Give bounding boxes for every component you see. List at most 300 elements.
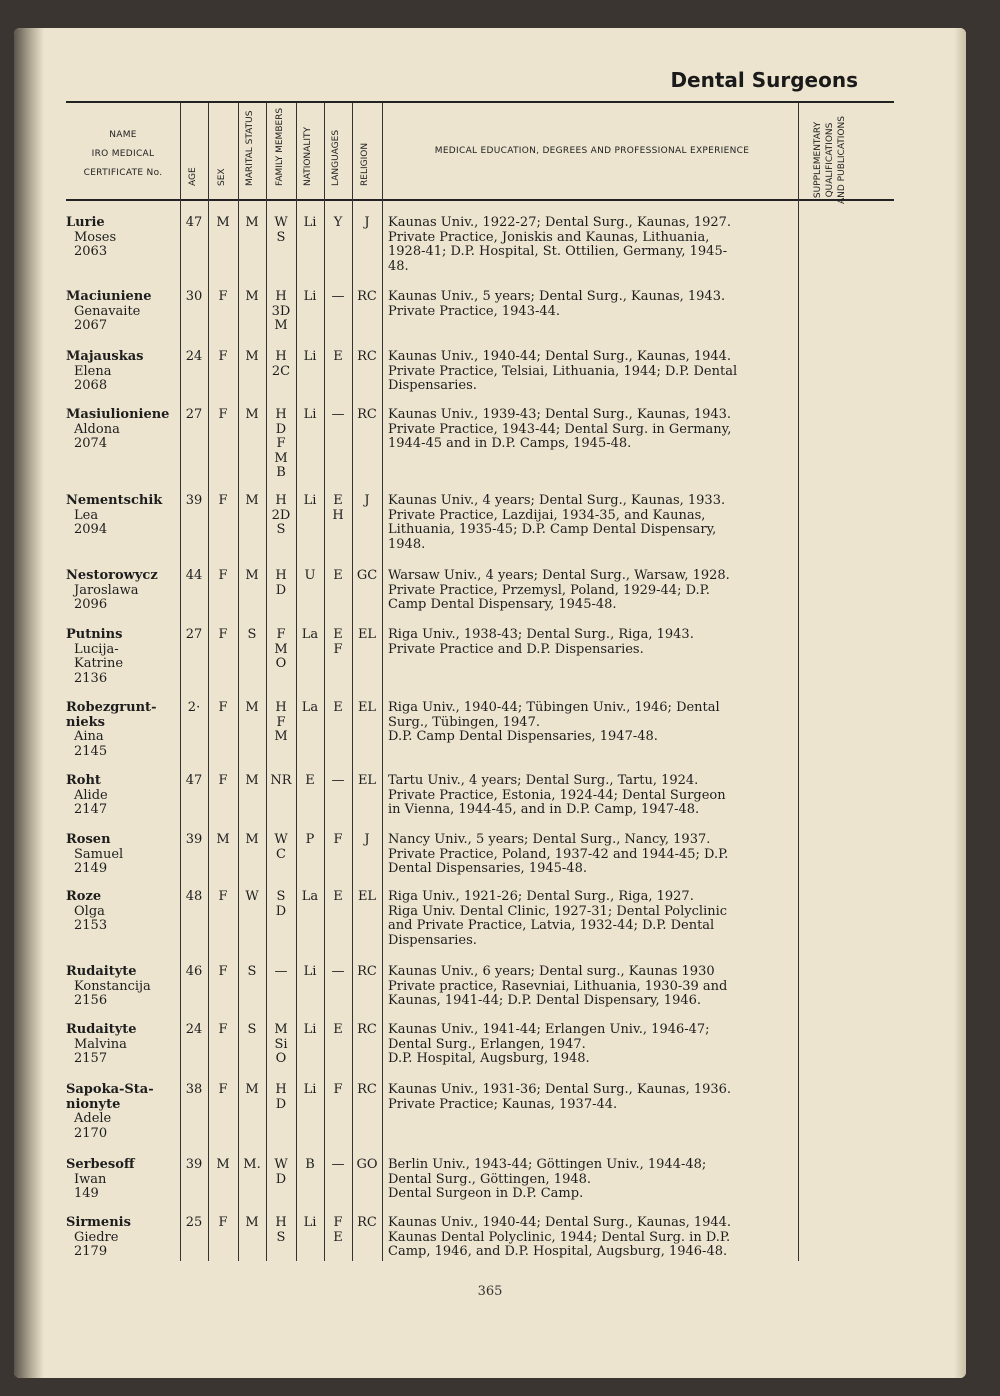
- religion-cell: J: [364, 493, 370, 508]
- family-cell: [266, 1216, 296, 1245]
- medical-line: Private Practice, Estonia, 1924-44; Dental Surgeon: [388, 787, 726, 803]
- first-name: Iwan: [74, 1171, 107, 1187]
- marital-cell: S: [247, 627, 257, 642]
- medical-line: Riga Univ., 1940-44; Tübingen Univ., 1946; Dental: [388, 700, 720, 715]
- certificate-number: 2170: [74, 1125, 108, 1141]
- languages-cell-line: F: [333, 641, 343, 657]
- marital-cell: M: [245, 407, 259, 422]
- col-sep: [382, 103, 383, 1261]
- sex-cell: F: [218, 700, 228, 715]
- age-cell: 39: [185, 1157, 203, 1172]
- marital-cell: M: [245, 568, 259, 583]
- name-cell: [66, 290, 180, 334]
- medical-cell: [388, 569, 784, 613]
- medical-cell: [388, 1158, 784, 1202]
- age-cell: 24: [185, 349, 203, 364]
- family-cell-line: M: [274, 729, 288, 745]
- medical-cell: [388, 1083, 784, 1112]
- nationality-cell: Li: [303, 1022, 317, 1037]
- header-marital: MARITAL STATUS: [245, 110, 255, 186]
- name-cell: [66, 1216, 180, 1260]
- marital-cell: M: [245, 349, 259, 364]
- medical-line: Tartu Univ., 4 years; Dental Surg., Tartu, 1924.: [388, 773, 699, 788]
- medical-line: Kaunas Univ., 5 years; Dental Surg., Kaunas, 1943.: [388, 289, 726, 304]
- medical-line: Private Practice, Telsiai, Lithuania, 1944; D.P. Dental: [388, 363, 738, 379]
- languages-cell: [324, 1158, 352, 1173]
- languages-cell-line: F: [333, 1215, 343, 1230]
- first-name: Samuel: [74, 846, 124, 862]
- sex-cell: F: [218, 493, 228, 508]
- languages-cell: [324, 701, 352, 716]
- religion-cell: GC: [356, 568, 378, 583]
- sex-cell: F: [218, 964, 228, 979]
- nationality-cell: Li: [303, 1215, 317, 1230]
- languages-cell-line: E: [333, 493, 343, 508]
- marital-cell: M: [245, 289, 259, 304]
- last-name: Sapoka-Sta-: [66, 1082, 154, 1097]
- age-cell: 30: [185, 289, 203, 304]
- certificate-number: 2096: [74, 597, 108, 613]
- family-cell-line: F: [276, 627, 286, 642]
- family-cell-line: D: [275, 1096, 287, 1112]
- sex-cell: F: [218, 627, 228, 642]
- sex-cell: M: [216, 215, 230, 230]
- medical-line: Kaunas Univ., 1941-44; Erlangen Univ., 1946-47;: [388, 1022, 710, 1037]
- medical-line: and Private Practice, Latvia, 1932-44; D.P. Dental: [388, 918, 715, 934]
- header-nationality: NATIONALITY: [303, 127, 313, 186]
- medical-line: Riga Univ. Dental Clinic, 1927-31; Dental Polyclinic: [388, 903, 728, 919]
- medical-line: Kaunas Univ., 1931-36; Dental Surg., Kaunas, 1936.: [388, 1082, 732, 1097]
- medical-cell: [388, 350, 784, 394]
- age-cell: 27: [185, 627, 203, 642]
- nationality-cell: Li: [303, 289, 317, 304]
- languages-cell: [324, 1023, 352, 1038]
- sex-cell: F: [218, 773, 228, 788]
- name-cell: [66, 1158, 180, 1202]
- medical-line: 1928-41; D.P. Hospital, St. Ottilien, Germany, 1945-: [388, 244, 728, 260]
- last-name: Serbesoff: [66, 1157, 135, 1172]
- family-cell: [266, 701, 296, 745]
- languages-cell-line: —: [331, 964, 345, 979]
- medical-line: Dental Surg., Göttingen, 1948.: [388, 1171, 592, 1187]
- marital-cell: M: [245, 773, 259, 788]
- medical-line: Riga Univ., 1921-26; Dental Surg., Riga, 1927.: [388, 889, 694, 904]
- family-cell-line: S: [276, 522, 286, 538]
- family-cell-line: NR: [270, 773, 292, 788]
- first-name: Jaroslawa: [74, 582, 139, 598]
- name-cell: [66, 833, 180, 877]
- page-edge: [954, 28, 966, 1378]
- family-cell-line: M: [274, 318, 288, 334]
- family-cell-line: W: [274, 215, 288, 230]
- book-page: [14, 28, 966, 1378]
- certificate-number: 149: [74, 1186, 99, 1202]
- family-cell-line: W: [274, 832, 288, 847]
- medical-line: Kaunas Univ., 1940-44; Dental Surg., Kaunas, 1944.: [388, 1215, 732, 1230]
- first-name: Malvina: [74, 1036, 127, 1052]
- first-name: Giedre: [74, 1229, 119, 1245]
- medical-line: Private Practice, Przemysl, Poland, 1929-44; D.P.: [388, 582, 710, 598]
- religion-cell: RC: [357, 1082, 377, 1097]
- languages-cell: [324, 408, 352, 423]
- nationality-cell: E: [305, 773, 315, 788]
- medical-line: Kaunas Univ., 1922-27; Dental Surg., Kaunas, 1927.: [388, 215, 732, 230]
- last-name: Majauskas: [66, 349, 144, 364]
- certificate-number: 2067: [74, 318, 108, 334]
- family-cell: [266, 350, 296, 379]
- family-cell: [266, 216, 296, 245]
- family-cell-line: M: [274, 641, 288, 657]
- age-cell: 2·: [187, 700, 201, 715]
- age-cell: 25: [185, 1215, 203, 1230]
- certificate-number: 2149: [74, 861, 108, 877]
- last-name: Maciuniene: [66, 289, 152, 304]
- sex-cell: F: [218, 289, 228, 304]
- family-cell: [266, 890, 296, 919]
- medical-line: D.P. Hospital, Augsburg, 1948.: [388, 1051, 590, 1067]
- sex-cell: F: [218, 1215, 228, 1230]
- medical-cell: [388, 290, 784, 319]
- last-name: Nementschik: [66, 493, 163, 508]
- religion-cell: EL: [357, 773, 377, 788]
- medical-cell: [388, 494, 784, 552]
- medical-line: Lithuania, 1935-45; D.P. Camp Dental Dispensary,: [388, 522, 717, 538]
- medical-line: Kaunas Univ., 1939-43; Dental Surg., Kaunas, 1943.: [388, 407, 732, 422]
- header-sex: SEX: [217, 168, 227, 186]
- religion-cell: EL: [357, 627, 377, 642]
- nationality-cell: Li: [303, 349, 317, 364]
- languages-cell-line: H: [332, 507, 344, 523]
- header-medical: MEDICAL EDUCATION, DEGREES AND PROFESSIONAL EXPERIENCE: [434, 146, 750, 156]
- languages-cell: [324, 216, 352, 231]
- languages-cell-line: —: [331, 407, 345, 422]
- age-cell: 39: [185, 493, 203, 508]
- medical-line: D.P. Camp Dental Dispensaries, 1947-48.: [388, 729, 658, 745]
- medical-cell: [388, 216, 784, 274]
- medical-line: Private Practice and D.P. Dispensaries.: [388, 641, 644, 657]
- medical-line: Nancy Univ., 5 years; Dental Surg., Nancy, 1937.: [388, 832, 711, 847]
- medical-cell: [388, 1023, 784, 1067]
- medical-line: Private practice, Rasevniai, Lithuania, 1930-39 and: [388, 978, 728, 994]
- sex-cell: M: [216, 832, 230, 847]
- certificate-number: 2063: [74, 244, 108, 260]
- religion-cell: RC: [357, 407, 377, 422]
- sex-cell: F: [218, 1082, 228, 1097]
- certificate-number: 2145: [74, 743, 108, 759]
- family-cell-line: M: [274, 1022, 288, 1037]
- last-name: Nestorowycz: [66, 568, 158, 583]
- family-cell-line: H: [275, 289, 287, 304]
- family-cell-line: 2C: [271, 363, 291, 379]
- religion-cell: RC: [357, 1022, 377, 1037]
- medical-cell: [388, 408, 784, 452]
- age-cell: 39: [185, 832, 203, 847]
- languages-cell: [324, 569, 352, 584]
- first-name: Lea: [74, 507, 99, 523]
- family-cell-line: H: [275, 349, 287, 364]
- family-cell-line: Si: [274, 1036, 288, 1052]
- family-cell-line: 2D: [271, 507, 291, 523]
- medical-line: Private Practice, 1943-44.: [388, 303, 561, 319]
- first-name: Alide: [74, 787, 108, 803]
- page-gutter: [14, 28, 44, 1378]
- family-cell: [266, 628, 296, 672]
- name-cell: [66, 628, 180, 686]
- age-cell: 24: [185, 1022, 203, 1037]
- last-name: Roze: [66, 889, 102, 904]
- family-cell-line: S: [276, 1229, 286, 1245]
- name-cell: [66, 1023, 180, 1067]
- religion-cell: EL: [357, 889, 377, 904]
- languages-cell-line: E: [333, 568, 343, 583]
- marital-cell: M: [245, 700, 259, 715]
- certificate-number: 2074: [74, 436, 108, 452]
- page-title: Dental Surgeons: [670, 68, 858, 92]
- family-cell-line: H: [275, 1215, 287, 1230]
- name-cell: [66, 408, 180, 452]
- first-name: Aldona: [74, 421, 120, 437]
- age-cell: 47: [185, 773, 203, 788]
- medical-line: Dispensaries.: [388, 932, 477, 948]
- family-cell-line: H: [275, 493, 287, 508]
- family-cell: [266, 833, 296, 862]
- last-name: nionyte: [66, 1096, 121, 1112]
- languages-cell: [324, 1216, 352, 1245]
- medical-line: 48.: [388, 258, 409, 274]
- medical-cell: [388, 628, 784, 657]
- family-cell: [266, 1083, 296, 1112]
- religion-cell: J: [364, 215, 370, 230]
- name-cell: [66, 216, 180, 260]
- medical-line: Berlin Univ., 1943-44; Göttingen Univ., 1944-48;: [388, 1157, 707, 1172]
- family-cell: [266, 408, 296, 481]
- medical-line: Kaunas Dental Polyclinic, 1944; Dental Surg. in D.P.: [388, 1229, 731, 1245]
- languages-cell-line: —: [331, 773, 345, 788]
- family-cell-line: 3D: [271, 303, 291, 319]
- family-cell-line: S: [276, 889, 286, 904]
- medical-line: Private Practice, Joniskis and Kaunas, Lithuania,: [388, 229, 710, 245]
- religion-cell: J: [364, 832, 370, 847]
- medical-line: Private Practice; Kaunas, 1937-44.: [388, 1096, 618, 1112]
- last-name: Lurie: [66, 215, 105, 230]
- family-cell-line: H: [275, 407, 287, 422]
- languages-cell-line: E: [333, 349, 343, 364]
- certificate-number: 2094: [74, 522, 108, 538]
- family-cell-line: C: [276, 846, 286, 862]
- family-cell-line: O: [275, 1051, 287, 1067]
- header-languages: LANGUAGES: [331, 129, 341, 186]
- nationality-cell: B: [305, 1157, 315, 1172]
- header-bottom-rule: [66, 199, 894, 201]
- nationality-cell: Li: [303, 407, 317, 422]
- certificate-number: 2136: [74, 670, 108, 686]
- nationality-cell: Li: [303, 1082, 317, 1097]
- family-cell-line: W: [274, 1157, 288, 1172]
- nationality-cell: La: [301, 889, 319, 904]
- languages-cell: [324, 1083, 352, 1098]
- last-name: Masiulioniene: [66, 407, 170, 422]
- religion-cell: RC: [357, 964, 377, 979]
- marital-cell: M: [245, 1082, 259, 1097]
- languages-cell: [324, 290, 352, 305]
- family-cell-line: —: [274, 964, 288, 979]
- name-cell: [66, 965, 180, 1009]
- languages-cell: [324, 965, 352, 980]
- languages-cell: [324, 774, 352, 789]
- family-cell-line: H: [275, 700, 287, 715]
- first-name: Olga: [74, 903, 105, 919]
- certificate-number: 2156: [74, 993, 108, 1009]
- family-cell: [266, 494, 296, 538]
- medical-cell: [388, 965, 784, 1009]
- sex-cell: F: [218, 889, 228, 904]
- family-cell-line: F: [276, 436, 286, 452]
- medical-line: in Vienna, 1944-45, and in D.P. Camp, 1947-48.: [388, 802, 700, 818]
- family-cell: [266, 569, 296, 598]
- certificate-number: 2068: [74, 378, 108, 394]
- medical-line: Riga Univ., 1938-43; Dental Surg., Riga, 1943.: [388, 627, 694, 642]
- sex-cell: M: [216, 1157, 230, 1172]
- medical-line: Surg., Tübingen, 1947.: [388, 714, 540, 730]
- header-name: NAME IRO MEDICAL CERTIFICATE No.: [83, 130, 163, 178]
- medical-cell: [388, 1216, 784, 1260]
- name-cell: [66, 569, 180, 613]
- medical-line: Camp Dental Dispensary, 1945-48.: [388, 597, 617, 613]
- medical-line: Private Practice, Poland, 1937-42 and 1944-45; D.P.: [388, 846, 729, 862]
- last-name: Rudaityte: [66, 964, 137, 979]
- certificate-number: 2147: [74, 802, 108, 818]
- medical-line: Kaunas, 1941-44; D.P. Dental Dispensary, 1946.: [388, 993, 702, 1009]
- age-cell: 44: [185, 568, 203, 583]
- nationality-cell: P: [305, 832, 315, 847]
- header-supplementary: SUPPLEMENTARY QUALIFICATIONS AND PUBLICATIONS: [813, 116, 847, 204]
- marital-cell: M: [245, 215, 259, 230]
- last-name: Sirmenis: [66, 1215, 131, 1230]
- family-cell-line: D: [275, 903, 287, 919]
- medical-line: Kaunas Univ., 6 years; Dental surg., Kaunas 1930: [388, 964, 715, 979]
- family-cell-line: D: [275, 582, 287, 598]
- languages-cell: [324, 833, 352, 848]
- religion-cell: RC: [357, 349, 377, 364]
- family-cell: [266, 965, 296, 980]
- age-cell: 47: [185, 215, 203, 230]
- marital-cell: W: [245, 889, 259, 904]
- medical-line: Dispensaries.: [388, 378, 477, 394]
- name-cell: [66, 890, 180, 934]
- medical-line: Camp, 1946, and D.P. Hospital, Augsburg, 1946-48.: [388, 1244, 728, 1260]
- family-cell-line: D: [275, 1171, 287, 1187]
- name-cell: [66, 701, 180, 759]
- marital-cell: S: [247, 964, 257, 979]
- page-number: 365: [477, 1284, 503, 1299]
- marital-cell: M: [245, 493, 259, 508]
- family-cell-line: D: [275, 421, 287, 437]
- family-cell-line: B: [276, 465, 286, 481]
- medical-cell: [388, 890, 784, 948]
- medical-cell: [388, 833, 784, 877]
- first-name: Katrine: [74, 656, 124, 672]
- family-cell-line: S: [276, 229, 286, 245]
- first-name: Adele: [74, 1111, 112, 1127]
- first-name: Lucija-: [74, 641, 119, 657]
- header-religion: RELIGION: [360, 142, 370, 186]
- family-cell: [266, 1158, 296, 1187]
- medical-line: 1948.: [388, 536, 426, 552]
- languages-cell-line: E: [333, 889, 343, 904]
- sex-cell: F: [218, 407, 228, 422]
- first-name: Moses: [74, 229, 117, 245]
- medical-line: Warsaw Univ., 4 years; Dental Surg., Warsaw, 1928.: [388, 568, 730, 583]
- marital-cell: M: [245, 1215, 259, 1230]
- languages-cell-line: E: [333, 1229, 343, 1245]
- certificate-number: 2179: [74, 1244, 108, 1260]
- first-name: Genavaite: [74, 303, 141, 319]
- header-family: FAMILY MEMBERS: [275, 107, 285, 186]
- family-cell-line: F: [276, 714, 286, 730]
- last-name: Rudaityte: [66, 1022, 137, 1037]
- certificate-number: 2153: [74, 918, 108, 934]
- family-cell: [266, 1023, 296, 1067]
- medical-line: Dental Dispensaries, 1945-48.: [388, 861, 587, 877]
- family-cell-line: O: [275, 656, 287, 672]
- marital-cell: S: [247, 1022, 257, 1037]
- marital-cell: M.: [243, 1157, 261, 1172]
- medical-line: Dental Surg., Erlangen, 1947.: [388, 1036, 586, 1052]
- nationality-cell: Li: [303, 964, 317, 979]
- medical-cell: [388, 701, 784, 745]
- name-cell: [66, 1083, 180, 1141]
- family-cell: [266, 290, 296, 334]
- sex-cell: F: [218, 349, 228, 364]
- nationality-cell: La: [301, 627, 319, 642]
- last-name: Robezgrunt-: [66, 700, 157, 715]
- age-cell: 27: [185, 407, 203, 422]
- family-cell-line: M: [274, 450, 288, 466]
- header-age: AGE: [188, 167, 198, 186]
- last-name: Rosen: [66, 832, 111, 847]
- family-cell-line: H: [275, 1082, 287, 1097]
- languages-cell-line: E: [333, 1022, 343, 1037]
- name-cell: [66, 774, 180, 818]
- col-sep: [798, 103, 799, 1261]
- medical-cell: [388, 774, 784, 818]
- certificate-number: 2157: [74, 1051, 108, 1067]
- medical-line: Kaunas Univ., 1940-44; Dental Surg., Kaunas, 1944.: [388, 349, 732, 364]
- family-cell: [266, 774, 296, 789]
- medical-line: 1944-45 and in D.P. Camps, 1945-48.: [388, 436, 632, 452]
- name-cell: [66, 350, 180, 394]
- languages-cell-line: —: [331, 1157, 345, 1172]
- languages-cell-line: F: [333, 832, 343, 847]
- medical-line: Private Practice, 1943-44; Dental Surg. in Germany,: [388, 421, 732, 437]
- languages-cell-line: E: [333, 700, 343, 715]
- last-name: Putnins: [66, 627, 123, 642]
- languages-cell: [324, 494, 352, 523]
- age-cell: 46: [185, 964, 203, 979]
- sex-cell: F: [218, 1022, 228, 1037]
- first-name: Aina: [74, 729, 104, 745]
- last-name: Roht: [66, 773, 101, 788]
- name-cell: [66, 494, 180, 538]
- medical-line: Private Practice, Lazdijai, 1934-35, and Kaunas,: [388, 507, 706, 523]
- languages-cell: [324, 350, 352, 365]
- sex-cell: F: [218, 568, 228, 583]
- languages-cell-line: Y: [333, 215, 343, 230]
- languages-cell-line: F: [333, 1082, 343, 1097]
- family-cell-line: H: [275, 568, 287, 583]
- languages-cell: [324, 628, 352, 657]
- header-top-rule: [66, 101, 894, 103]
